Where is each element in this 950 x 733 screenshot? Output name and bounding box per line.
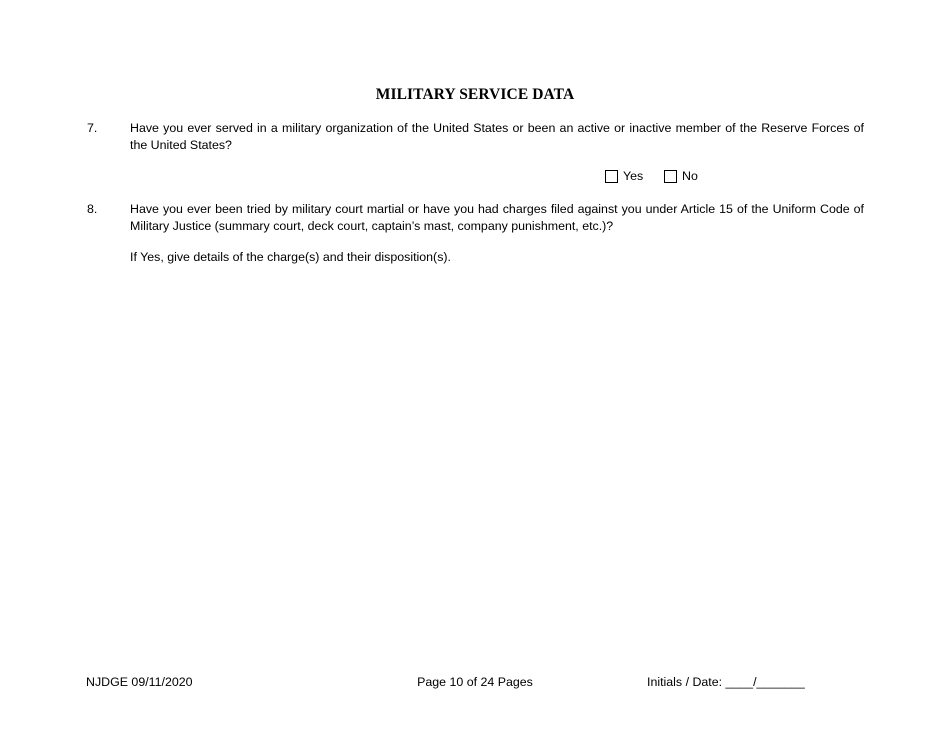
footer-initials-date[interactable]: Initials / Date: ____/_______ bbox=[647, 675, 805, 689]
no-label: No bbox=[682, 169, 698, 183]
yes-option[interactable] bbox=[605, 168, 643, 184]
footer-form-id: NJDGE 09/11/2020 bbox=[86, 675, 193, 689]
footer-page-indicator: Page 10 of 24 Pages bbox=[417, 675, 533, 689]
question-number: 8. bbox=[87, 202, 98, 216]
question-number: 7. bbox=[87, 121, 98, 135]
page-title: MILITARY SERVICE DATA bbox=[375, 86, 575, 103]
question-text: Have you ever been tried by military court martial or have you had charges filed against you under Article 15 of the Uniform Code of Military Justice (summary court, deck court, captain’s mast, company punishment, etc.)? bbox=[130, 202, 864, 233]
details-prompt: If Yes, give details of the charge(s) and their disposition(s). bbox=[130, 250, 451, 264]
no-option[interactable] bbox=[664, 168, 698, 184]
no-checkbox[interactable] bbox=[664, 170, 677, 183]
question-text: Have you ever served in a military organization of the United States or been an active or inactive member of the Reserve Forces of the United States? bbox=[130, 121, 864, 152]
yes-checkbox[interactable] bbox=[605, 170, 618, 183]
yes-label: Yes bbox=[623, 169, 644, 183]
